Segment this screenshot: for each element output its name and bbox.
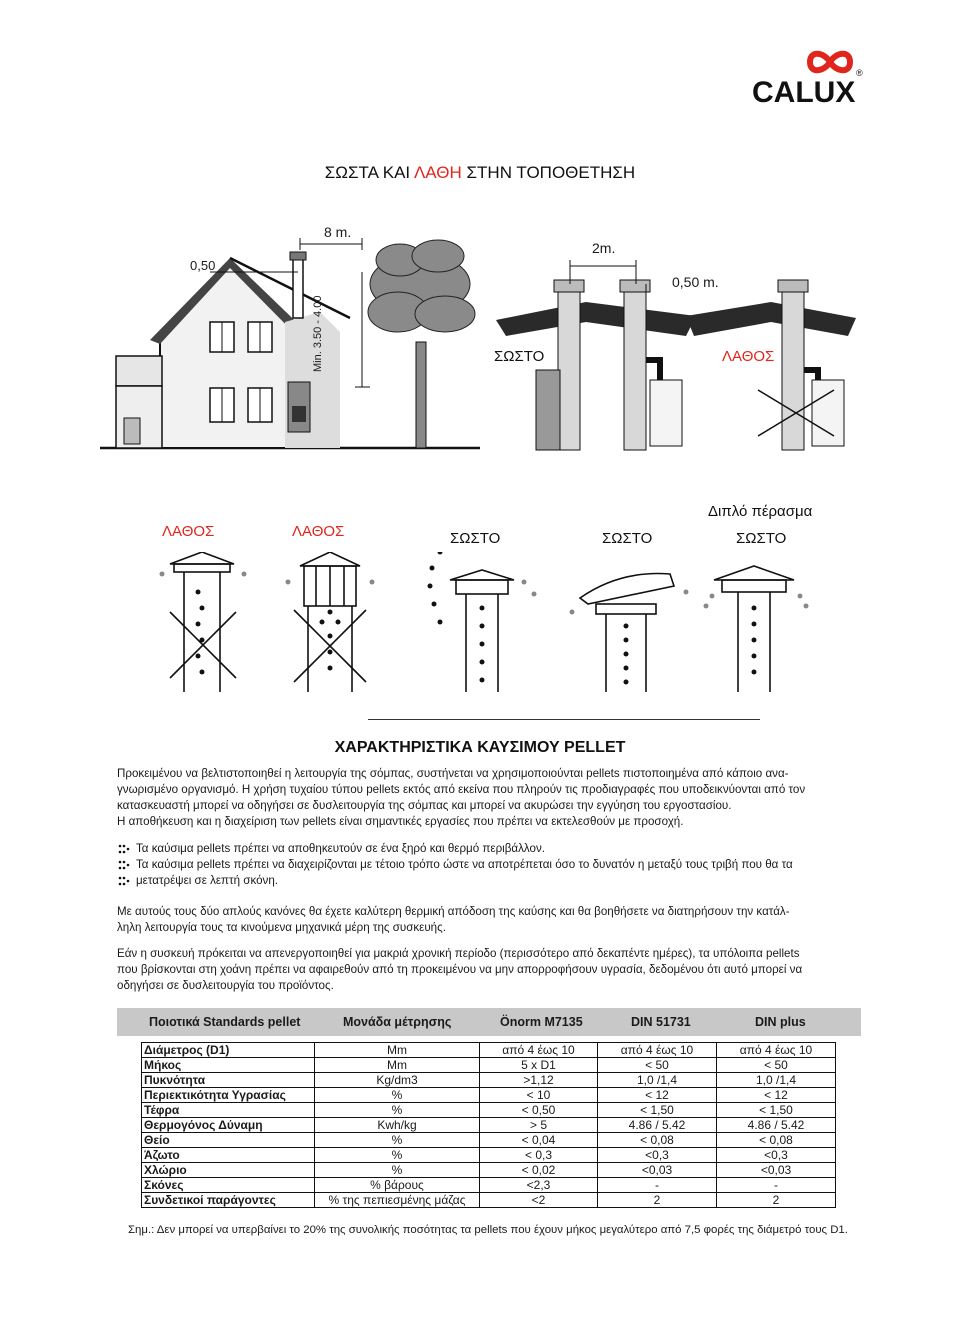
title-part-3: ΣΤΗΝ ΤΟΠΟΘΕΤΗΣΗ bbox=[461, 163, 636, 182]
table-cell: % bbox=[315, 1088, 480, 1103]
table-cell: % βάρους bbox=[315, 1178, 480, 1193]
dots-bullet-icon bbox=[117, 859, 133, 871]
section-title: ΧΑΡΑΚΤΗΡΙΣΤΙΚΑ ΚΑΥΣΙΜΟΥ PELLET bbox=[334, 739, 626, 756]
para-3-line-2: που βρίσκονται στη χοάνη πρέπει να αφαιρεθούν από τη προκειμένου να μην απορροφήσουν υγρασία, δεδομένου ότι αυτό μπορεί να bbox=[117, 963, 803, 976]
table-cell: Χλώριο bbox=[142, 1163, 315, 1178]
table-cell: 4.86 / 5.42 bbox=[598, 1118, 717, 1133]
table-cell: < 0,04 bbox=[480, 1133, 598, 1148]
chimney-caps-diagram bbox=[140, 552, 840, 692]
roof-label-wrong: ΛΑΘΟΣ bbox=[722, 348, 775, 365]
infinity-icon bbox=[804, 48, 856, 76]
dim-050-label: 0,50 bbox=[190, 258, 216, 273]
title-part-2: ΛΑΘΗ bbox=[413, 163, 462, 182]
table-cell: < 10 bbox=[480, 1088, 598, 1103]
house-clearance-diagram bbox=[100, 222, 480, 454]
table-row bbox=[142, 1178, 836, 1193]
table-cell: από 4 έως 10 bbox=[480, 1043, 598, 1058]
table-cell: <0,3 bbox=[598, 1148, 717, 1163]
registered-mark: ® bbox=[856, 68, 863, 78]
bullet-2-text-line-2: μετατρέψει σε λεπτή σκόνη. bbox=[136, 874, 279, 887]
table-row bbox=[142, 1118, 836, 1133]
table-row bbox=[142, 1103, 836, 1118]
table-cell: Μήκος bbox=[142, 1058, 315, 1073]
table-cell: Συνδετικοί παράγοντες bbox=[142, 1193, 315, 1208]
table-cell: % bbox=[315, 1148, 480, 1163]
table-cell: < 50 bbox=[717, 1058, 836, 1073]
table-cell: % bbox=[315, 1163, 480, 1178]
table-cell: - bbox=[717, 1178, 836, 1193]
table-row bbox=[142, 1193, 836, 1208]
pellet-standards-table bbox=[141, 1042, 836, 1208]
bullet-1 bbox=[117, 841, 867, 857]
double-pass-note: Διπλό πέρασμα bbox=[708, 503, 813, 520]
table-cell: 4.86 / 5.42 bbox=[717, 1118, 836, 1133]
table-row bbox=[142, 1073, 836, 1088]
para-2-line-2: ληλη λειτουργία τους τα κινούμενα μηχανικά μέρη της συσκευής. bbox=[117, 921, 446, 934]
roof-label-correct: ΣΩΣΤΟ bbox=[494, 348, 545, 365]
para-1-line-3: κατασκευαστή μπορεί να οδηγήσει σε δυσλειτουργία της σόμπας και μπορεί να ακυρώσει την εγγύηση του εργοστασίου. bbox=[117, 799, 732, 812]
table-cell: Περιεκτικότητα Υγρασίας bbox=[142, 1088, 315, 1103]
dim-8m-label: 8 m. bbox=[324, 224, 352, 240]
table-cell: 1,0 /1,4 bbox=[598, 1073, 717, 1088]
chimney-label-4: ΣΩΣΤΟ bbox=[602, 530, 653, 547]
header-din51731: DIN 51731 bbox=[631, 1015, 691, 1029]
chimney-label-2: ΛΑΘΟΣ bbox=[292, 523, 345, 540]
table-cell: Kwh/kg bbox=[315, 1118, 480, 1133]
para-3-line-1: Εάν η συσκευή πρόκειται να απενεργοποιηθεί για μακριά χρονική περίοδο (περισσότερο από δεκαπέντε ημέρες), τα υπόλοιπα pellets bbox=[117, 947, 800, 960]
table-cell: <0,03 bbox=[717, 1163, 836, 1178]
chimney-label-3: ΣΩΣΤΟ bbox=[450, 530, 501, 547]
table-cell: από 4 έως 10 bbox=[598, 1043, 717, 1058]
table-cell: < 1,50 bbox=[717, 1103, 836, 1118]
dots-bullet-icon bbox=[117, 843, 133, 855]
table-cell: Θερμογόνος Δύναμη bbox=[142, 1118, 315, 1133]
table-row bbox=[142, 1148, 836, 1163]
table-cell: >1,12 bbox=[480, 1073, 598, 1088]
table-cell: 2 bbox=[598, 1193, 717, 1208]
header-dinplus: DIN plus bbox=[755, 1015, 806, 1029]
table-cell: Mm bbox=[315, 1043, 480, 1058]
table-cell: % bbox=[315, 1103, 480, 1118]
table-cell: Kg/dm3 bbox=[315, 1073, 480, 1088]
table-cell: < 50 bbox=[598, 1058, 717, 1073]
table-cell: < 0,3 bbox=[480, 1148, 598, 1163]
bullet-2 bbox=[117, 857, 867, 873]
table-cell: Διάμετρος (D1) bbox=[142, 1043, 315, 1058]
title-part-1: ΣΩΣΤΑ ΚΑΙ bbox=[324, 163, 414, 182]
table-cell: Άζωτο bbox=[142, 1148, 315, 1163]
dim-2m-label: 2m. bbox=[592, 240, 616, 256]
dots-bullet-icon bbox=[117, 875, 133, 887]
table-header bbox=[117, 1008, 861, 1036]
table-cell: 5 x D1 bbox=[480, 1058, 598, 1073]
table-row bbox=[142, 1088, 836, 1103]
chimney-label-1: ΛΑΘΟΣ bbox=[162, 523, 215, 540]
table-cell: <0,3 bbox=[717, 1148, 836, 1163]
roof-outlet-diagram bbox=[496, 240, 876, 460]
table-cell: < 0,08 bbox=[598, 1133, 717, 1148]
table-cell: από 4 έως 10 bbox=[717, 1043, 836, 1058]
table-cell: <0,03 bbox=[598, 1163, 717, 1178]
header-standard: Ποιοτικά Standards pellet bbox=[149, 1015, 301, 1029]
page-title bbox=[0, 163, 960, 183]
calux-logo bbox=[752, 48, 870, 110]
table-row bbox=[142, 1058, 836, 1073]
table-row bbox=[142, 1163, 836, 1178]
para-2-line-1: Με αυτούς τους δύο απλούς κανόνες θα έχετε καλύτερη θερμική απόδοση της καύσης και θα βοηθήσετε να διατηρήσουν την κατάλ- bbox=[117, 905, 790, 918]
bullet-2-text-line-1: Τα καύσιμα pellets πρέπει να διαχειρίζονται με τέτοιο τρόπο ώστε να αποτρέπεται όσο το δυνατόν η μεταξύ τους τριβή που θα τα bbox=[136, 858, 793, 871]
table-cell: < 12 bbox=[717, 1088, 836, 1103]
table-cell: < 12 bbox=[598, 1088, 717, 1103]
table-cell: Θείο bbox=[142, 1133, 315, 1148]
table-cell: < 0,08 bbox=[717, 1133, 836, 1148]
section-divider bbox=[368, 719, 760, 720]
table-cell: Πυκνότητα bbox=[142, 1073, 315, 1088]
table-cell: < 0,02 bbox=[480, 1163, 598, 1178]
table-row bbox=[142, 1133, 836, 1148]
para-1-line-2: γνωρισμένο οργανισμό. Η χρήση τυχαίου τύπου pellets εκτός από εκείνα που πληρούν τις προδιαγραφές που υποδεικνύονται από τον bbox=[117, 783, 806, 796]
para-3-line-3: οδηγήσει σε δυσλειτουργία του προϊόντος. bbox=[117, 979, 334, 992]
dim-min-label: Min. 3.50 - 4.00 bbox=[312, 295, 324, 372]
table-cell: Τέφρα bbox=[142, 1103, 315, 1118]
table-cell: 1,0 /1,4 bbox=[717, 1073, 836, 1088]
table-cell: Mm bbox=[315, 1058, 480, 1073]
table-row bbox=[142, 1043, 836, 1058]
table-cell: <2,3 bbox=[480, 1178, 598, 1193]
table-cell: - bbox=[598, 1178, 717, 1193]
dim-050m-label: 0,50 m. bbox=[672, 274, 719, 290]
para-1-line-4: Η αποθήκευση και η διαχείριση των pellets είναι σημαντικές εργασίες που πρέπει να εκτελεσθούν με προσοχή. bbox=[117, 815, 684, 828]
table-cell: < 0,50 bbox=[480, 1103, 598, 1118]
chimney-label-5: ΣΩΣΤΟ bbox=[736, 530, 787, 547]
footnote: Σημ.: Δεν μπορεί να υπερβαίνει το 20% της συνολικής ποσότητας τα pellets που έχουν μήκος μεγαλύτερο από 7,5 φορές της διάμετρό τους D1. bbox=[128, 1224, 848, 1236]
brand-name: CALUX bbox=[752, 76, 856, 109]
header-unit: Μονάδα μέτρησης bbox=[343, 1015, 452, 1029]
table-cell: Σκόνες bbox=[142, 1178, 315, 1193]
para-1-line-1: Προκειμένου να βελτιστοποιηθεί η λειτουργία της σόμπας, συστήνεται να χρησιμοποιούνται pellets πιστοποιημένα από κάποιο ανα- bbox=[117, 767, 789, 780]
table-cell: > 5 bbox=[480, 1118, 598, 1133]
table-cell: % bbox=[315, 1133, 480, 1148]
header-onorm: Önorm M7135 bbox=[500, 1015, 583, 1029]
table-cell: % της πεπιεσμένης μάζας bbox=[315, 1193, 480, 1208]
table-cell: 2 bbox=[717, 1193, 836, 1208]
table-cell: <2 bbox=[480, 1193, 598, 1208]
bullet-1-text: Τα καύσιμα pellets πρέπει να αποθηκευτούν σε ένα ξηρό και θερμό περιβάλλον. bbox=[136, 842, 546, 855]
table-cell: < 1,50 bbox=[598, 1103, 717, 1118]
bullet-2-cont bbox=[117, 873, 867, 889]
